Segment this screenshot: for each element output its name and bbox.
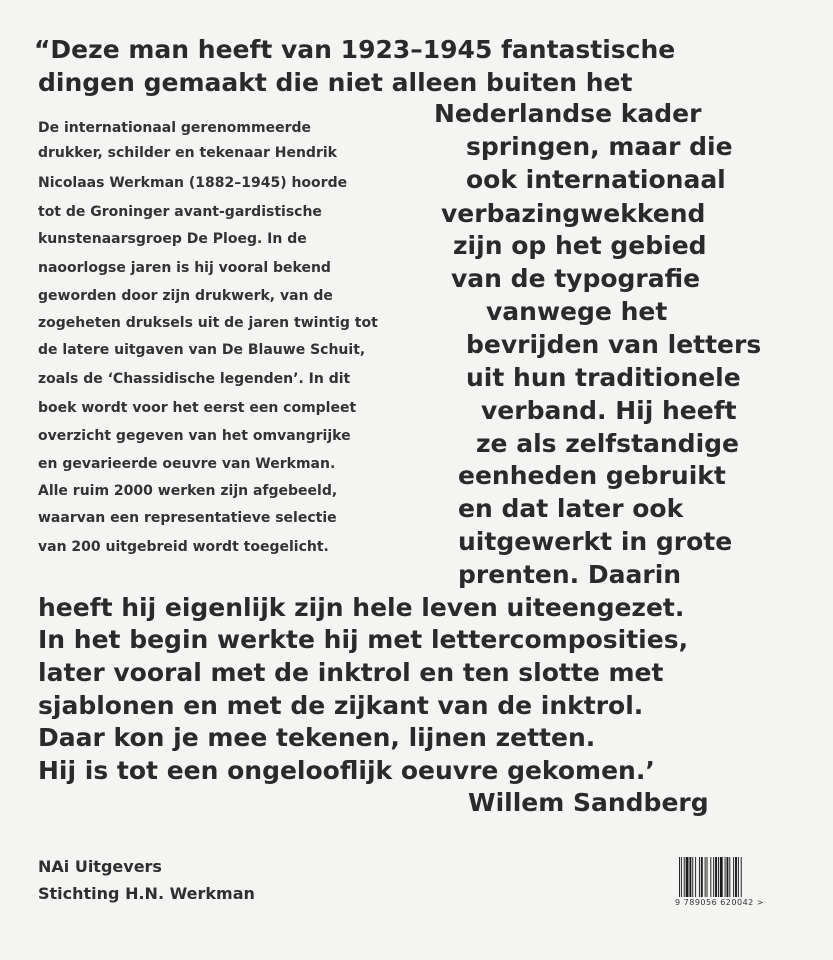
quote-line: In het begin werkte hij met lettercomposities, — [38, 625, 689, 654]
description-line: geworden door zijn drukwerk, van de — [38, 288, 333, 304]
description-line: tot de Groninger avant-gardistische — [38, 204, 322, 220]
quote-line: “Deze man heeft van 1923–1945 fantastische — [34, 35, 676, 64]
quote-line: heeft hij eigenlijk zijn hele leven uiteengezet. — [38, 593, 685, 622]
quote-line: uitgewerkt in grote — [458, 527, 733, 556]
description-line: en gevarieerde oeuvre van Werkman. — [38, 456, 336, 472]
quote-line: uit hun traditionele — [466, 363, 741, 392]
description-line: De internationaal gerenommeerde — [38, 120, 311, 136]
quote-line: later vooral met de inktrol en ten slotte met — [38, 658, 664, 687]
description-line: drukker, schilder en tekenaar Hendrik — [38, 145, 337, 161]
quote-line: eenheden gebruikt — [458, 461, 726, 490]
description-line: Nicolaas Werkman (1882–1945) hoorde — [38, 175, 348, 191]
quote-line: prenten. Daarin — [458, 560, 682, 589]
description-line: kunstenaarsgroep De Ploeg. In de — [38, 231, 307, 247]
barcode-number: 9 789056 620042 > — [675, 898, 764, 907]
description-line: zoals de ‘Chassidische legenden’. In dit — [38, 371, 351, 387]
publisher-name: NAi Uitgevers — [38, 857, 162, 876]
quote-line: Nederlandse kader — [434, 99, 702, 128]
quote-line: Daar kon je mee tekenen, lijnen zetten. — [38, 723, 596, 752]
description-line: van 200 uitgebreid wordt toegelicht. — [38, 539, 329, 555]
quote-line: sjablonen en met de zijkant van de inktrol. — [38, 691, 644, 720]
quote-line: van de typografie — [451, 264, 701, 293]
description-line: zogeheten druksels uit de jaren twintig tot — [38, 315, 378, 331]
quote-line: verband. Hij heeft — [481, 396, 737, 425]
quote-line: zijn op het gebied — [453, 231, 707, 260]
quote-line: ze als zelfstandige — [476, 429, 740, 458]
publisher-name: Stichting H.N. Werkman — [38, 884, 255, 903]
description-line: waarvan een representatieve selectie — [38, 510, 337, 526]
quote-line: verbazingwekkend — [441, 199, 706, 228]
description-line: de latere uitgaven van De Blauwe Schuit, — [38, 342, 366, 358]
quote-line: bevrijden van letters — [466, 330, 762, 359]
quote-line: dingen gemaakt die niet alleen buiten het — [38, 68, 633, 97]
quote-line: springen, maar die — [466, 132, 733, 161]
quote-line: en dat later ook — [458, 494, 684, 523]
quote-line: vanwege het — [486, 297, 668, 326]
quote-line: Hij is tot een ongelooflijk oeuvre gekomen.’ — [38, 756, 655, 785]
description-line: boek wordt voor het eerst een compleet — [38, 400, 357, 416]
quote-line: ook internationaal — [466, 165, 726, 194]
description-line: naoorlogse jaren is hij vooral bekend — [38, 260, 331, 276]
description-line: overzicht gegeven van het omvangrijke — [38, 428, 351, 444]
quote-author: Willem Sandberg — [468, 788, 709, 817]
description-line: Alle ruim 2000 werken zijn afgebeeld, — [38, 483, 338, 499]
